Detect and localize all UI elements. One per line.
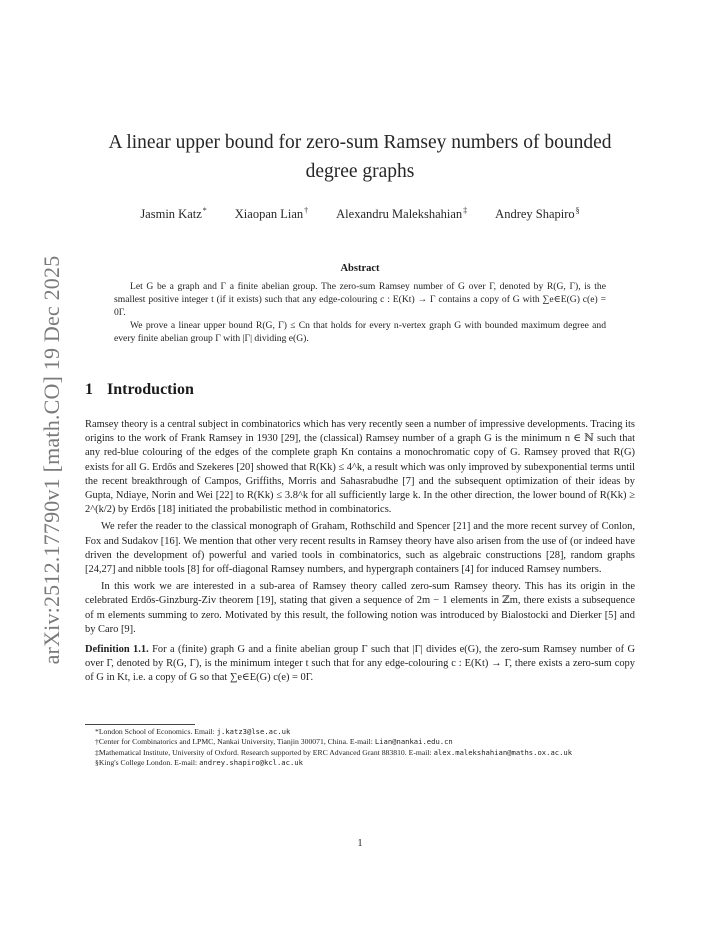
footnote: ‡Mathematical Institute, University of Oxford. Research supported by ERC Advanced Grant 883810. E-mail: alex.malekshahian@maths.ox.ac.uk: [95, 747, 573, 757]
body-paragraph: Ramsey theory is a central subject in combinatorics which has very recently seen a number of impressive developments. Tracing its origins to the work of Frank Ramsey in 1930 [29], the (classical) Ramsey number of a graph G is the minimum n ∈ ℕ such that any red-blue colouring of the edges of the complete graph Kn contains a monochromatic copy of G. Ramsey proved that R(G) exists for all G. Erdős and Szekeres [20] showed that R(Kk) ≤ 4^k, a result which was only improved by subexponential terms until the recent breakthrough of Campos, Griffiths, Morris and Sahasrabudhe [7] and the subsequent optimization of their ideas by Gupta, Ndiaye, Norin and Wei [22] to R(Kk) ≤ 3.8^k for all sufficiently large k. In the other direction, the lower bound of R(Kk) ≥ 2^(k/2) by Erdős [18] initiated the probabilistic method in combinatorics.: [85, 419, 635, 516]
definition-text: For a (finite) graph G and a finite abelian group Γ such that |Γ| divides e(G), the zero-sum Ramsey number of G over Γ, denoted by R(G, Γ), is the minimum integer t such that for any edge-colouring c : E(Kt) → Γ, there exists a zero-sum copy of G in Kt, i.e. a copy of G so that ∑e∈E(G) c(e) = 0Γ.: [85, 644, 636, 684]
section-number: 1: [85, 381, 93, 398]
author-list: [80, 206, 640, 222]
body-paragraph: We refer the reader to the classical monograph of Graham, Rothschild and Spencer [21] and the more recent survey of Conlon, Fox and Sudakov [16]. We mention that other very recent results in Ramsey theory have also arisen from the use of (or indeed have driven the development of) powerful and varied tools in combinatorics, such as algebraic constructions [28], random graphs [24,27] and nibble tools [8] for off-diagonal Ramsey numbers, and hypergraph containers [4] for induced Ramsey numbers.: [85, 521, 635, 576]
abstract-paragraph: We prove a linear upper bound R(G, Γ) ≤ Cn that holds for every n-vertex graph G with bounded maximum degree and every finite abelian group Γ with |Γ| dividing e(G).: [114, 320, 606, 344]
footnote-rule: [85, 724, 195, 725]
author: Andrey Shapiro§: [495, 206, 580, 222]
arxiv-stamp: arXiv:2512.17790v1 [math.CO] 19 Dec 2025: [39, 255, 64, 665]
body-text: [85, 418, 635, 689]
email-link[interactable]: andrey.shapiro@kcl.ac.uk: [199, 758, 303, 768]
email-link[interactable]: j.katz3@lse.ac.uk: [216, 727, 291, 736]
abstract-heading: Abstract: [340, 263, 380, 274]
footnote: *London School of Economics. Email: j.katz3@lse.ac.uk: [95, 727, 291, 736]
abstract: [114, 280, 606, 345]
page-number: 1: [357, 838, 363, 849]
footnote: †Center for Combinatorics and LPMC, Nankai University, Tianjin 300071, China. E-mail: Lian@nankai.edu.cn: [95, 737, 453, 747]
section-title: Introduction: [107, 381, 194, 398]
definition-label: Definition 1.1.: [85, 644, 149, 656]
email-link[interactable]: Lian@nankai.edu.cn: [374, 737, 453, 747]
abstract-paragraph: Let G be a graph and Γ a finite abelian group. The zero-sum Ramsey number of G over Γ, denoted by R(G, Γ), is the smallest positive integer t (if it exists) such that any edge-colouring c : E(Kt) → Γ contains a copy of G with ∑e∈E(G) c(e) = 0Γ.: [114, 281, 606, 318]
author: Alexandru Malekshahian‡: [336, 206, 468, 222]
footnote: §King's College London. E-mail: andrey.shapiro@kcl.ac.uk: [95, 758, 303, 768]
section-heading: [85, 381, 194, 399]
title-line-2: degree graphs: [305, 161, 415, 182]
author: Jasmin Katz*: [140, 206, 207, 222]
body-paragraph: In this work we are interested in a sub-area of Ramsey theory called zero-sum Ramsey theory. This has its origin in the celebrated Erdős-Ginzburg-Ziv theorem [19], stating that given a sequence of 2m − 1 elements in ℤm, there exists a subsequence of m elements summing to zero. Motivated by this result, the following notion was introduced by Bialostocki and Dierker [5] and by Caro [9].: [85, 581, 635, 635]
author: Xiaopan Lian†: [234, 206, 309, 222]
title-line-1: A linear upper bound for zero-sum Ramsey numbers of bounded: [108, 132, 612, 153]
email-link[interactable]: alex.malekshahian@maths.ox.ac.uk: [433, 747, 573, 757]
definition: [85, 643, 635, 686]
footnotes: [85, 727, 635, 769]
paper-title: [80, 128, 640, 186]
